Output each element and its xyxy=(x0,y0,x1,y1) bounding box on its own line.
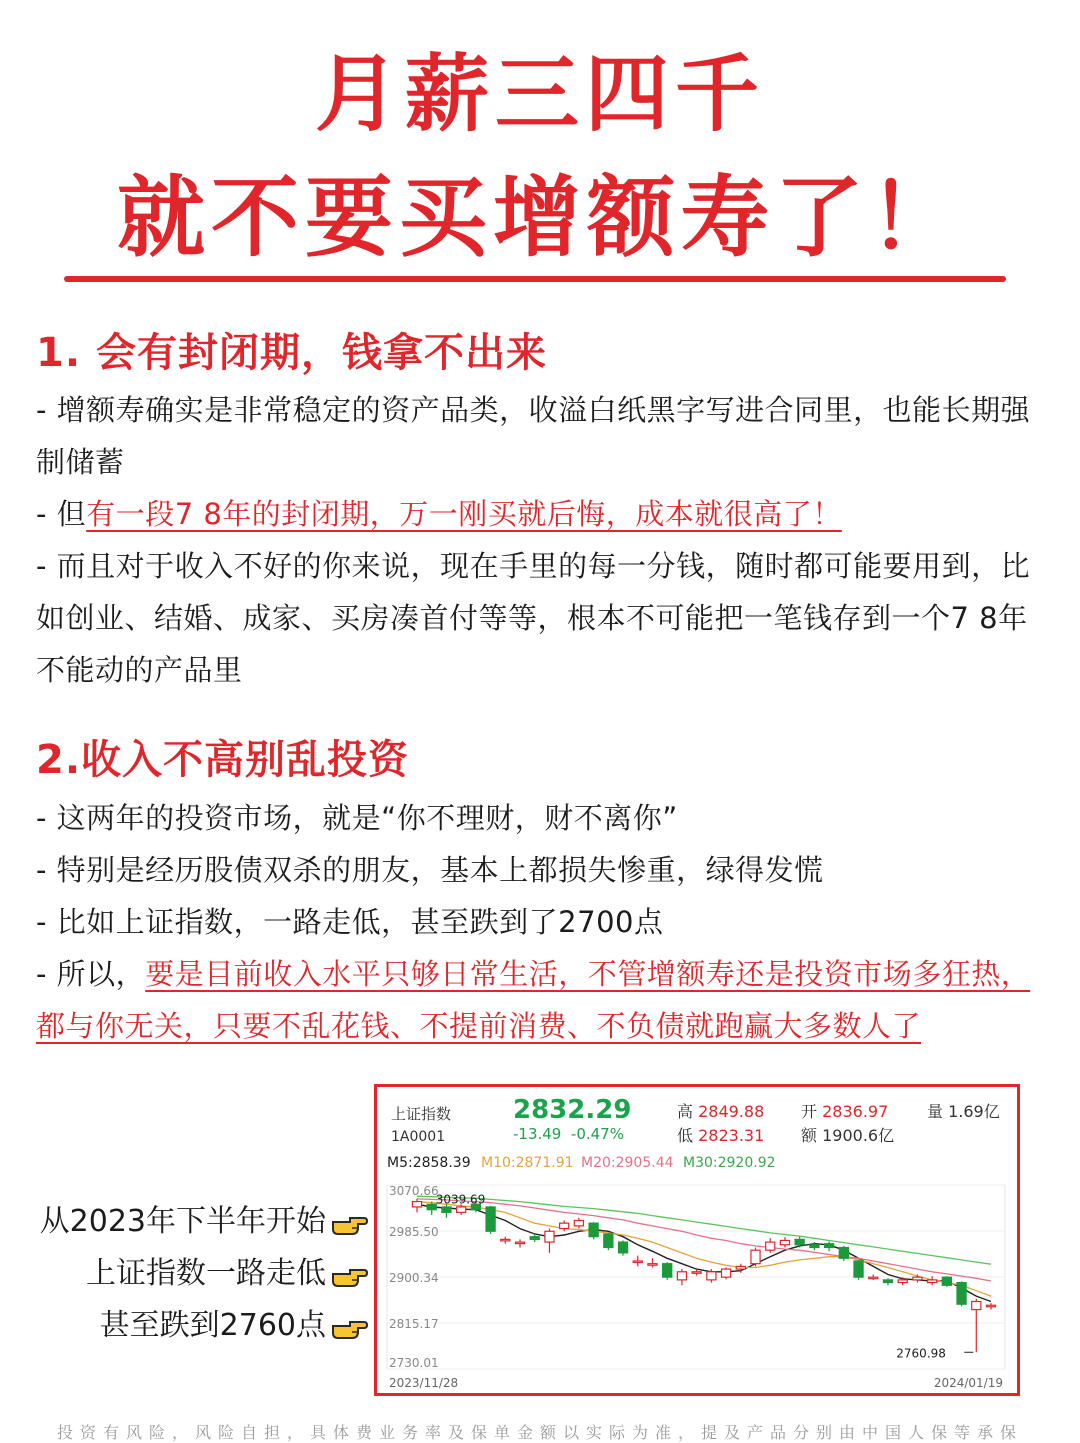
pointing-hand-icon xyxy=(330,1260,368,1290)
y-tick-label: 3070.66 xyxy=(389,1184,439,1198)
max-price-label: 3039.69 xyxy=(435,1192,486,1207)
candle-body xyxy=(869,1277,878,1279)
x-end-label: 2024/01/19 xyxy=(933,1376,1003,1390)
amount-stat xyxy=(801,1123,894,1146)
y-tick-label: 2815.17 xyxy=(389,1317,439,1332)
ma-line-m5 xyxy=(417,1204,991,1301)
candle-body xyxy=(928,1280,937,1283)
candle-body xyxy=(442,1207,451,1212)
index-code: 1A0001 xyxy=(391,1129,446,1145)
candle-body xyxy=(913,1277,922,1280)
candle-body xyxy=(839,1247,848,1258)
caption-text: 甚至跌到2760点 xyxy=(99,1308,326,1343)
open-label: 开 xyxy=(801,1102,818,1121)
candle-body xyxy=(457,1207,466,1212)
candle-body xyxy=(942,1277,951,1285)
candle-body xyxy=(795,1239,804,1244)
ma10-label: M10:2871.91 xyxy=(481,1155,574,1171)
candle-body xyxy=(530,1237,539,1240)
title-line-2: 就不要买增额寿了！ xyxy=(116,166,963,269)
amount-label: 额 xyxy=(801,1126,818,1145)
caption-row xyxy=(40,1196,368,1248)
section2-highlight: 要是目前收入水平只够日常生活，不管增额寿还是投资市场多狂热，都与你无关，只要不乱花钱、不提前消费、不负债就跑赢大多数人了 xyxy=(36,957,1031,1043)
candle-body xyxy=(736,1266,745,1269)
candle-body xyxy=(883,1280,892,1283)
candle-body xyxy=(986,1305,995,1307)
y-tick-label: 2985.50 xyxy=(389,1224,439,1239)
title-line-1: 月薪三四千 xyxy=(314,45,765,143)
ma30-label: M30:2920.92 xyxy=(683,1155,776,1171)
section2-heading: 2.收入不高别乱投资 xyxy=(36,737,410,783)
candle-body xyxy=(825,1244,834,1248)
index-price: 2832.29 xyxy=(513,1095,632,1125)
change-percent: -0.47% xyxy=(570,1125,624,1143)
caption-row xyxy=(40,1248,368,1300)
section2-p4-prefix: - 所以， xyxy=(36,957,146,991)
candle-body xyxy=(898,1280,907,1283)
section-lock-period xyxy=(36,322,1046,696)
candle-body xyxy=(972,1301,981,1309)
low-value: 2823.31 xyxy=(698,1126,765,1145)
candle-body xyxy=(780,1240,789,1244)
index-name: 上证指数 xyxy=(391,1105,452,1123)
candle-body xyxy=(751,1250,760,1264)
candle-body xyxy=(574,1220,583,1225)
title-divider xyxy=(64,276,1006,282)
candle-body xyxy=(677,1272,686,1280)
high-value: 2849.88 xyxy=(698,1102,765,1121)
low-label: 低 xyxy=(677,1126,694,1145)
candle-body xyxy=(515,1242,524,1243)
x-start-label: 2023/11/28 xyxy=(389,1376,459,1390)
candle-body xyxy=(854,1261,863,1277)
amount-value: 1900.6亿 xyxy=(822,1126,895,1145)
caption-row xyxy=(40,1300,368,1352)
high-stat xyxy=(677,1099,764,1122)
candle-body xyxy=(633,1261,642,1263)
section1-paragraph-3: - 而且对于收入不好的你来说，现在手里的每一分钱，随时都可能要用到，比如创业、结婚、成家、买房凑首付等等，根本不可能把一笔钱存到一个7 8年不能动的产品里 xyxy=(36,549,1031,687)
chart-captions xyxy=(40,1196,368,1352)
volume-label: 量 xyxy=(927,1102,944,1121)
ma20-label: M20:2905.44 xyxy=(581,1155,674,1171)
candle-body xyxy=(545,1231,554,1242)
candle-body xyxy=(501,1239,510,1241)
candle-body xyxy=(648,1264,657,1266)
volume-value: 1.69亿 xyxy=(948,1102,1000,1121)
change-value: -13.49 xyxy=(513,1125,562,1143)
section-no-investing xyxy=(36,728,1046,1052)
stock-index-panel xyxy=(374,1084,1020,1396)
section1-highlight: 有一段7 8年的封闭期，万一刚买就后悔，成本就很高了！ xyxy=(86,497,842,531)
candle-body xyxy=(618,1242,627,1253)
ma-line-m30 xyxy=(417,1196,991,1264)
candle-body xyxy=(707,1272,716,1280)
candle-body xyxy=(604,1234,613,1248)
candle-body xyxy=(486,1207,495,1231)
section1-p2-prefix: - 但 xyxy=(36,497,87,531)
candle-body xyxy=(663,1264,672,1278)
section2-paragraph-4 xyxy=(36,948,1046,1052)
open-stat xyxy=(801,1099,888,1122)
pointing-hand-icon xyxy=(330,1208,368,1238)
risk-disclaimer: 投资有风险，风险自担，具体费业务率及保单金额以实际为准，提及产品分别由中国人保等承保 xyxy=(56,1423,1023,1442)
volume-stat xyxy=(927,1099,1000,1122)
section1-heading: 1. 会有封闭期，钱拿不出来 xyxy=(36,330,547,376)
section2-paragraph-2: - 特别是经历股债双杀的朋友，基本上都损失惨重，绿得发慌 xyxy=(36,853,824,887)
section1-paragraph-1: - 增额寿确实是非常稳定的资产品类，收溢白纸黑字写进合同里，也能长期强制储蓄 xyxy=(36,393,1031,479)
open-value: 2836.97 xyxy=(822,1102,889,1121)
candle-body xyxy=(692,1272,701,1274)
section1-paragraph-2 xyxy=(36,488,1046,540)
candle-body xyxy=(589,1223,598,1237)
section2-paragraph-1: - 这两年的投资市场，就是“你不理财，财不离你” xyxy=(36,801,678,835)
high-label: 高 xyxy=(677,1102,694,1121)
candle-body xyxy=(957,1283,966,1305)
candle-body xyxy=(412,1202,421,1207)
y-tick-label: 2900.34 xyxy=(389,1270,439,1285)
candle-body xyxy=(560,1223,569,1228)
min-price-label: 2760.98 xyxy=(896,1346,946,1361)
y-tick-label: 2730.01 xyxy=(389,1356,439,1370)
pointing-hand-icon xyxy=(330,1312,368,1342)
candlestick-chart xyxy=(377,1179,1017,1393)
candle-body xyxy=(722,1269,731,1277)
index-change xyxy=(513,1125,624,1143)
candle-body xyxy=(766,1242,775,1250)
low-stat xyxy=(677,1123,764,1146)
caption-text: 从2023年下半年开始 xyxy=(39,1204,326,1239)
section2-paragraph-3: - 比如上证指数，一路走低，甚至跌到了2700点 xyxy=(36,905,664,939)
candle-body xyxy=(810,1245,819,1248)
caption-text: 上证指数一路走低 xyxy=(86,1256,326,1291)
ma5-label: M5:2858.39 xyxy=(387,1155,471,1171)
